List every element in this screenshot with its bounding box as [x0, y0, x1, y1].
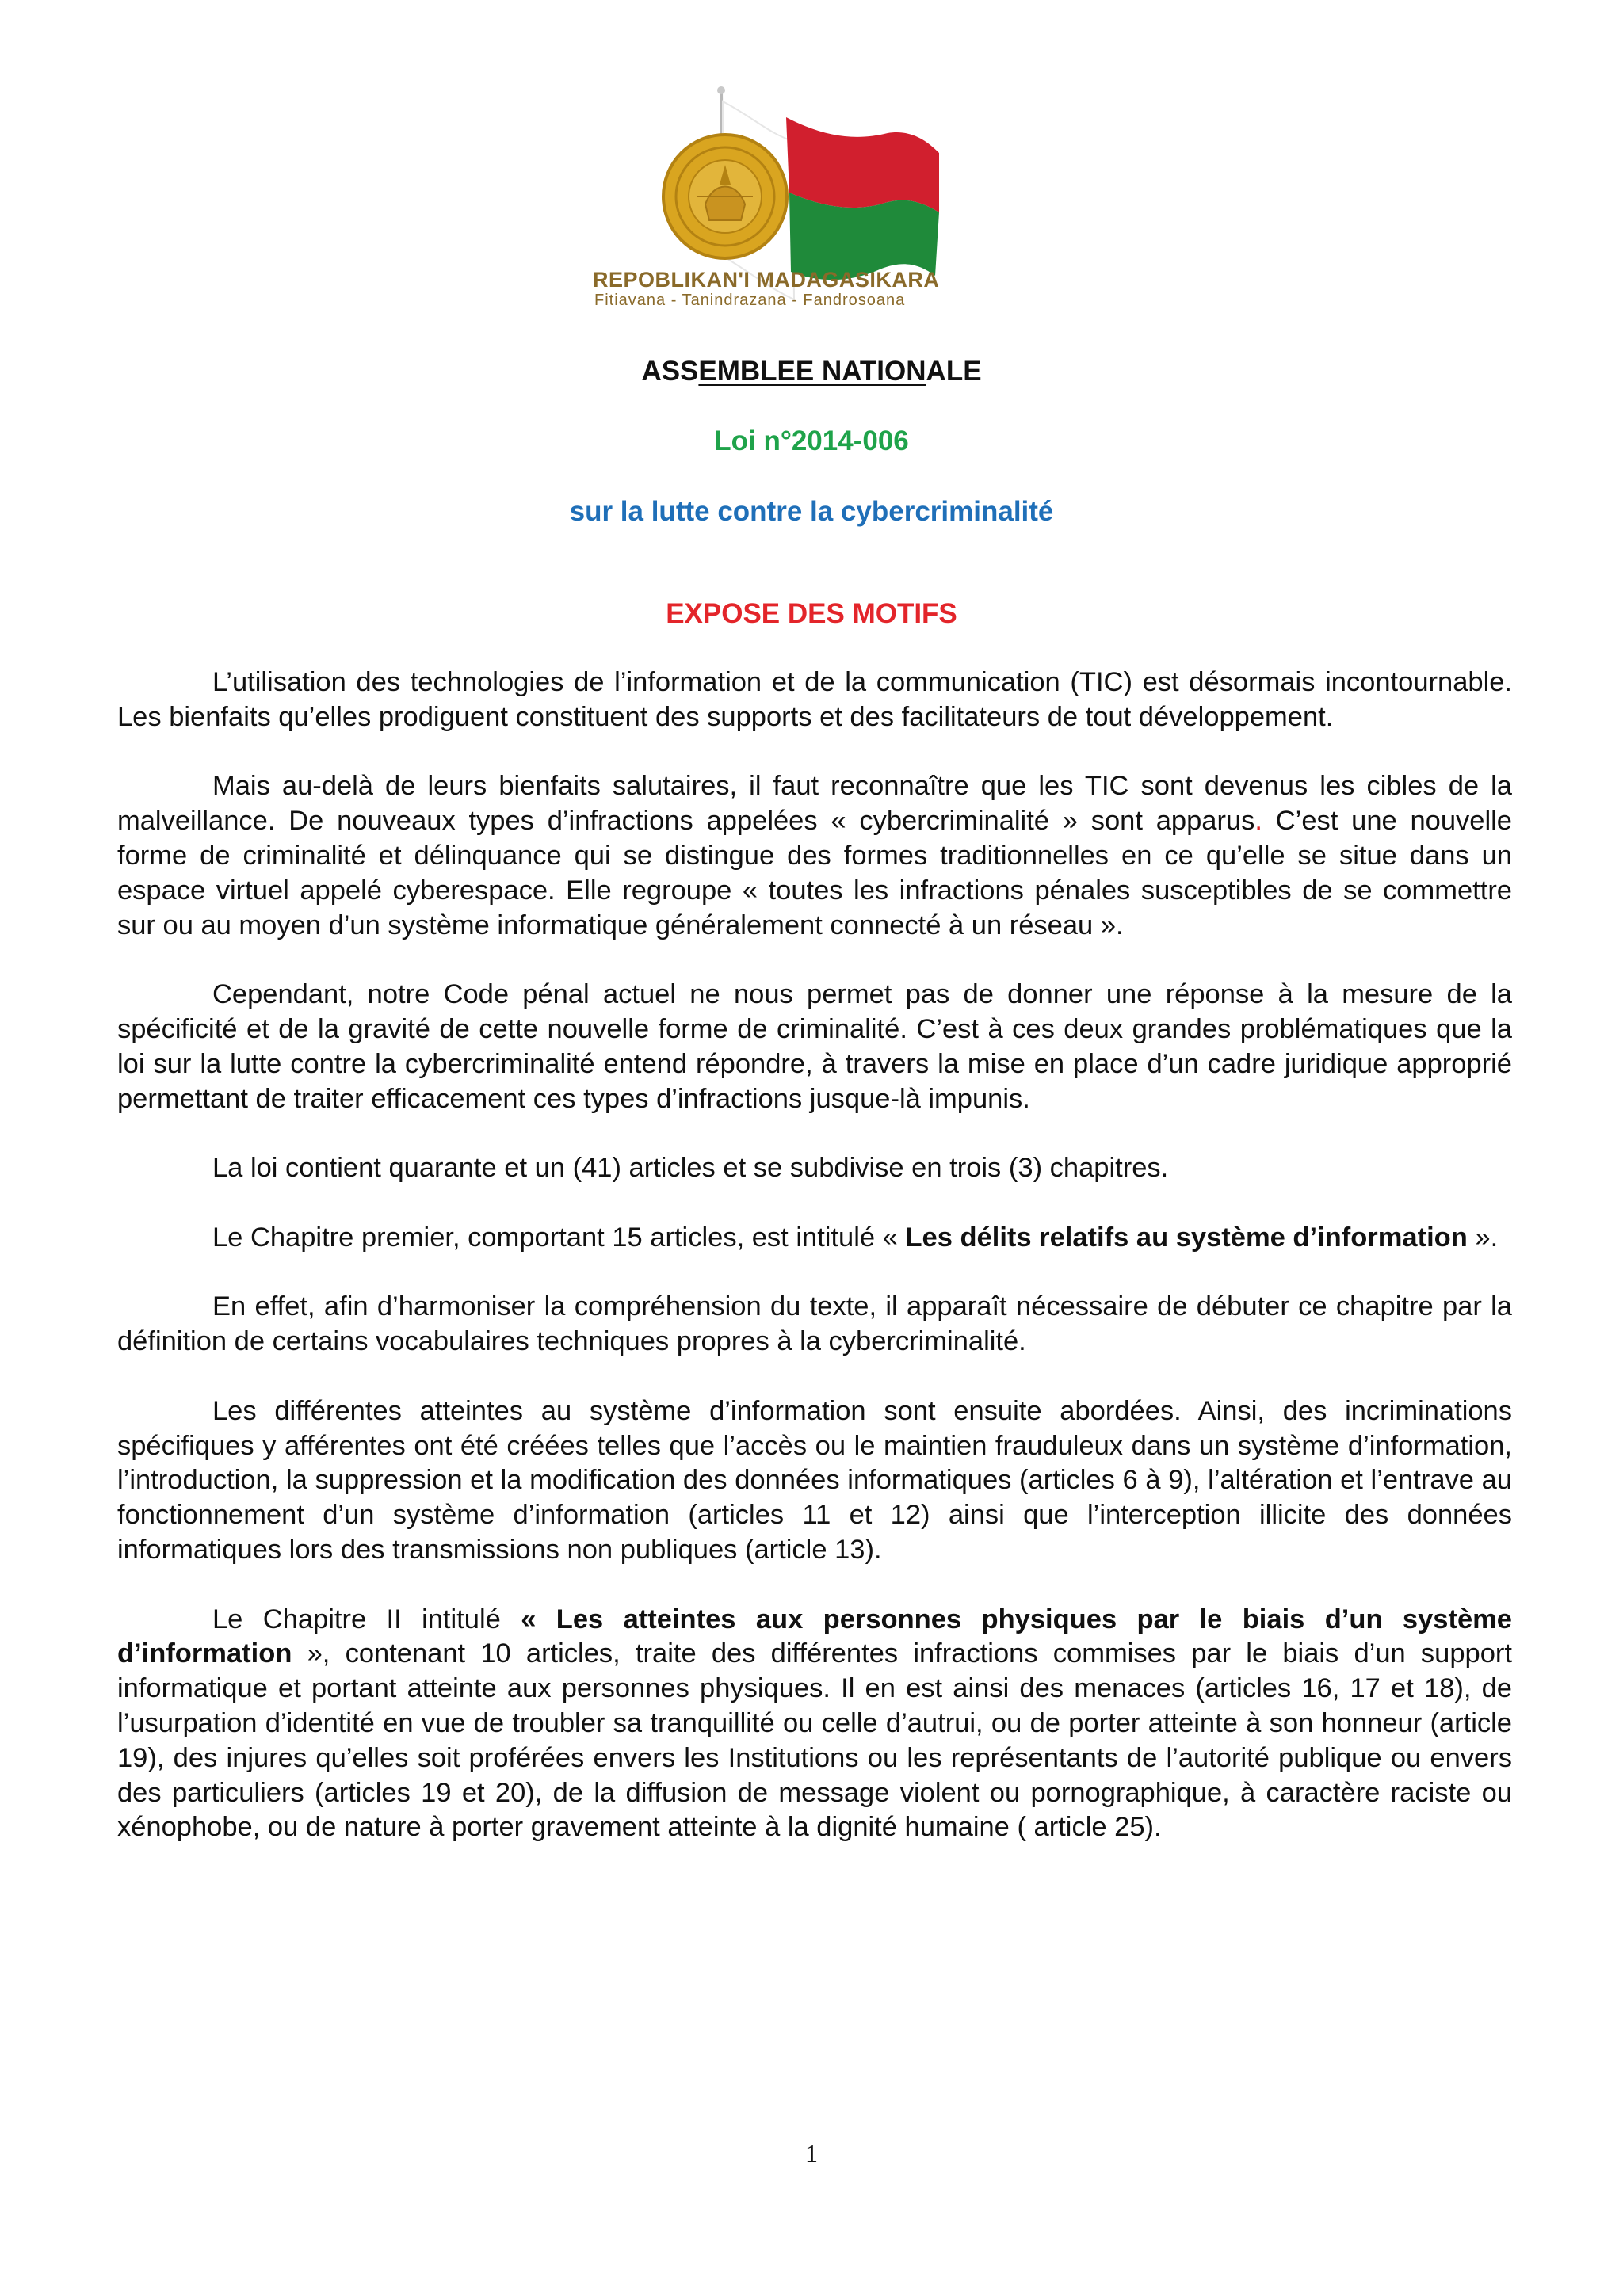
- paragraph-8: [117, 1603, 1512, 1846]
- assembly-heading: [0, 356, 1623, 387]
- assembly-heading-part1: ASS: [641, 356, 699, 387]
- paragraph-5: [117, 1221, 1512, 1256]
- paragraph-7: Les différentes atteintes au système d’information sont ensuite abordées. Ainsi, des incriminations spécifiques y afférentes ont été créées telles que l’accès ou le maintien frauduleux dans un système d’information, l’introduction, la suppression et la modification des données informatiques (articles 6 à 9), l’altération et l’entrave au fonctionnement d’un système d’information (articles 11 et 12) ainsi que l’interception illicite des données informatiques lors des transmissions non publiques (article 13).: [117, 1395, 1512, 1565]
- republic-name: REPOBLIKAN'I MADAGASIKARA: [593, 268, 940, 292]
- page-number: 1: [805, 2139, 818, 2168]
- document-body: [117, 666, 1512, 1880]
- paragraph-2-red-dot: .: [1254, 806, 1262, 837]
- paragraph-2: [117, 769, 1512, 943]
- paragraph-5-bold: Les délits relatifs au système d’information: [905, 1222, 1468, 1253]
- paragraph-5-part3: ».: [1467, 1222, 1499, 1253]
- paragraph-1: L’utilisation des technologies de l’information et de la communication (TIC) est désormais incontournable. Les bienfaits qu’elles prodiguent constituent des supports et des facilitateurs de tout développement.: [117, 667, 1512, 732]
- republic-motto: Fitiavana - Tanindrazana - Fandrosoana: [594, 292, 906, 309]
- law-subtitle: sur la lutte contre la cybercriminalité: [569, 496, 1054, 527]
- paragraph-8-part1: Le Chapitre II intitulé: [212, 1604, 521, 1634]
- paragraph-6: En effet, afin d’harmoniser la compréhension du texte, il apparaît nécessaire de débuter ce chapitre par la définition de certains vocabulaires techniques propres à la cybercriminalité.: [117, 1291, 1512, 1357]
- law-number: Loi n°2014-006: [714, 425, 909, 456]
- paragraph-3: Cependant, notre Code pénal actuel ne nous permet pas de donner une réponse à la mesure de la spécificité et de la gravité de cette nouvelle forme de criminalité. C’est à ces deux grandes problématiques que la loi sur la lutte contre la cybercriminalité entend répondre, à travers la mise en place d’un cadre juridique approprié permettant de traiter efficacement ces types d’infractions jusque-là impunis.: [117, 979, 1512, 1114]
- paragraph-4: La loi contient quarante et un (41) articles et se subdivise en trois (3) chapitres.: [212, 1153, 1169, 1184]
- paragraph-8-part3: », contenant 10 articles, traite des différentes infractions commises par le biais d’un support informatique et portant atteinte aux personnes physiques. Il en est ainsi des menaces (articles 16, 17 et 18), de l’usurpation d’identité en vue de troubler sa tranquillité ou celle d’autrui, ou de porter atteinte à son honneur (article 19), des injures qu’elles soit proférées envers les Institutions ou les représentants de l’autorité publique ou envers des particuliers (articles 19 et 20), de la diffusion de message violent ou pornographique, à caractère raciste ou xénophobe, ou de nature à porter gravement atteinte à la dignité humaine ( article 25).: [117, 1638, 1512, 1843]
- paragraph-2-part2: C’est une nouvelle forme de criminalité et délinquance qui se distingue des formes traditionnelles en ce qu’elle se situe dans un espace virtuel appelé cyberespace. Elle regroupe « toutes les infractions pénales susceptibles de se commettre sur ou au moyen d’un système informatique généralement connecté à un réseau ».: [117, 806, 1512, 940]
- section-title: EXPOSE DES MOTIFS: [666, 598, 957, 629]
- assembly-heading-part2: EMBLEE NATION: [698, 356, 926, 387]
- assembly-heading-part3: ALE: [926, 356, 982, 387]
- paragraph-2-part1: Mais au-delà de leurs bienfaits salutaires, il faut reconnaître que les TIC sont devenus les cibles de la malveillance. De nouveaux types d’infractions appelées « cybercriminalité » sont apparus: [117, 771, 1512, 837]
- paragraph-8-bold: « Les atteintes aux personnes physiques par le biais d’un système d’information: [117, 1604, 1512, 1669]
- paragraph-5-part1: Le Chapitre premier, comportant 15 articles, est intitulé «: [212, 1222, 906, 1253]
